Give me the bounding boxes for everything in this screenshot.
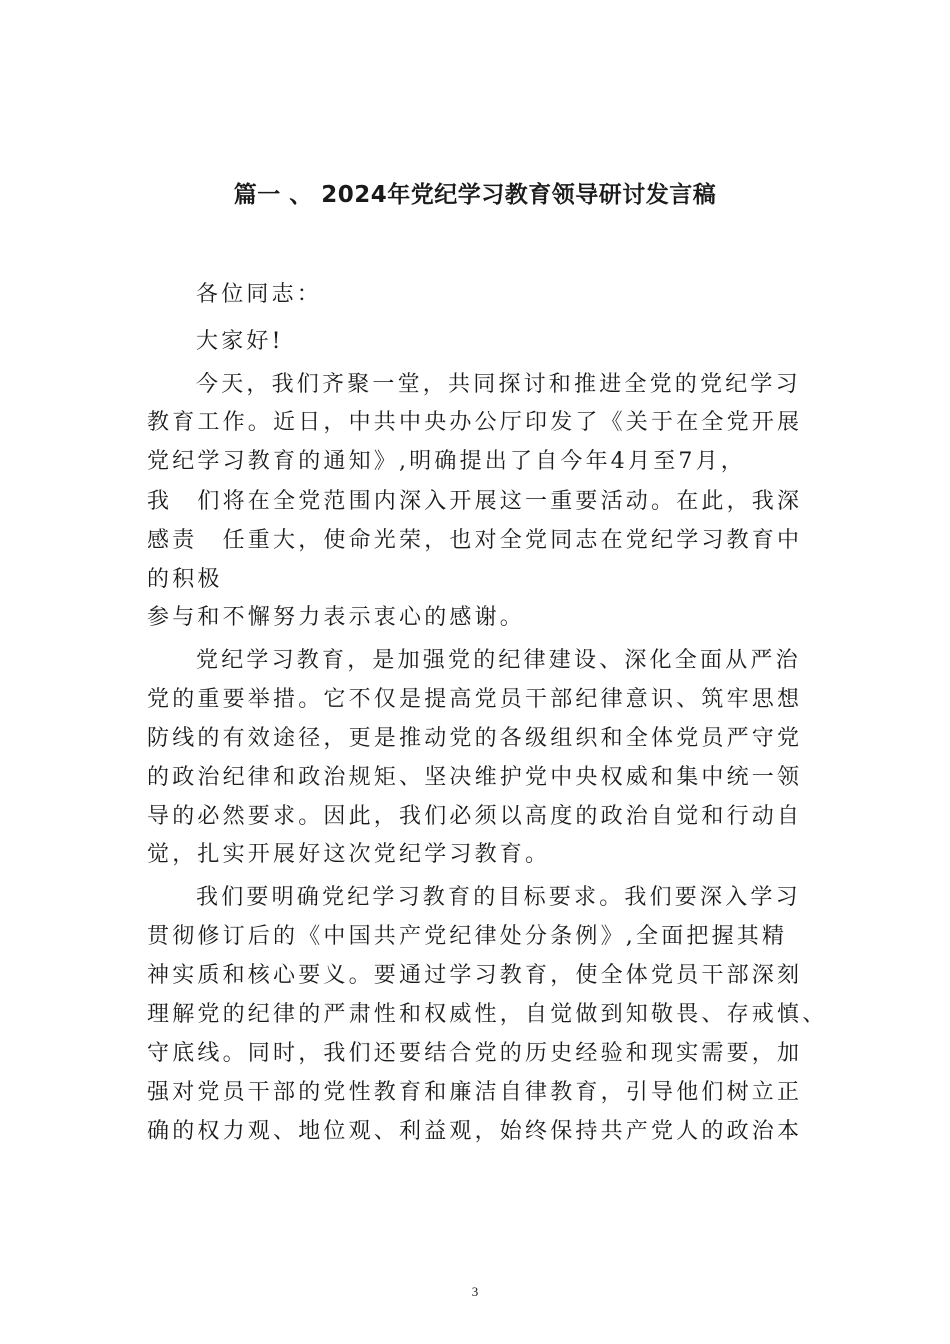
paragraph-1-line-7: 参与和不懈努力表示衷心的感谢。	[147, 605, 526, 630]
paragraph-1-line-2: 教育工作。近日，中共中央办公厅印发了《关于在全党开展	[147, 410, 803, 435]
page-number: 3	[471, 1284, 479, 1299]
paragraph-2-line-6: 觉，扎实开展好这次党纪学习教育。	[147, 842, 551, 867]
paragraph-1-line-3: 党纪学习教育的通知》,明确提出了自今年4月至7月，	[147, 449, 746, 474]
document-title: 篇一 、 2024年党纪学习教育领导研讨发言稿	[233, 182, 717, 208]
paragraph-2-line-4: 的政治纪律和政治规矩、坚决维护党中央权威和集中统一领	[147, 765, 803, 790]
paragraph-3-line-4: 理解党的纪律的严肃性和权威性，自觉做到知敬畏、存戒慎、	[147, 1002, 828, 1027]
paragraph-3-line-2: 贯彻修订后的《中国共产党纪律处分条例》,全面把握其精	[147, 924, 788, 949]
paragraph-1-line-6: 的积极	[147, 567, 223, 592]
paragraph-2-line-1: 党纪学习教育，是加强党的纪律建设、深化全面从严治	[196, 648, 801, 673]
salutation: 各位同志：	[196, 282, 323, 307]
paragraph-3-line-1: 我们要明确党纪学习教育的目标要求。我们要深入学习	[196, 885, 801, 910]
paragraph-3-line-3: 神实质和核心要义。要通过学习教育，使全体党员干部深刻	[147, 963, 803, 988]
greeting: 大家好!	[196, 329, 284, 354]
paragraph-3-line-7: 确的权力观、地位观、利益观，始终保持共产党人的政治本	[147, 1119, 803, 1144]
paragraph-2-line-3: 防线的有效途径，更是推动党的各级组织和全体党员严守党	[147, 726, 803, 751]
paragraph-3-line-6: 强对党员干部的党性教育和廉洁自律教育，引导他们树立正	[147, 1080, 803, 1105]
paragraph-2-line-5: 导的必然要求。因此，我们必须以高度的政治自觉和行动自	[147, 804, 803, 829]
paragraph-1-line-1: 今天，我们齐聚一堂，共同探讨和推进全党的党纪学习	[196, 372, 801, 397]
paragraph-1-line-4: 我 们将在全党范围内深入开展这一重要活动。在此，我深	[147, 489, 803, 514]
paragraph-3-line-5: 守底线。同时，我们还要结合党的历史经验和现实需要，加	[147, 1041, 803, 1066]
paragraph-2-line-2: 党的重要举措。它不仅是提高党员干部纪律意识、筑牢思想	[147, 687, 803, 712]
paragraph-1-line-5: 感责 任重大，使命光荣，也对全党同志在党纪学习教育中	[147, 528, 803, 553]
